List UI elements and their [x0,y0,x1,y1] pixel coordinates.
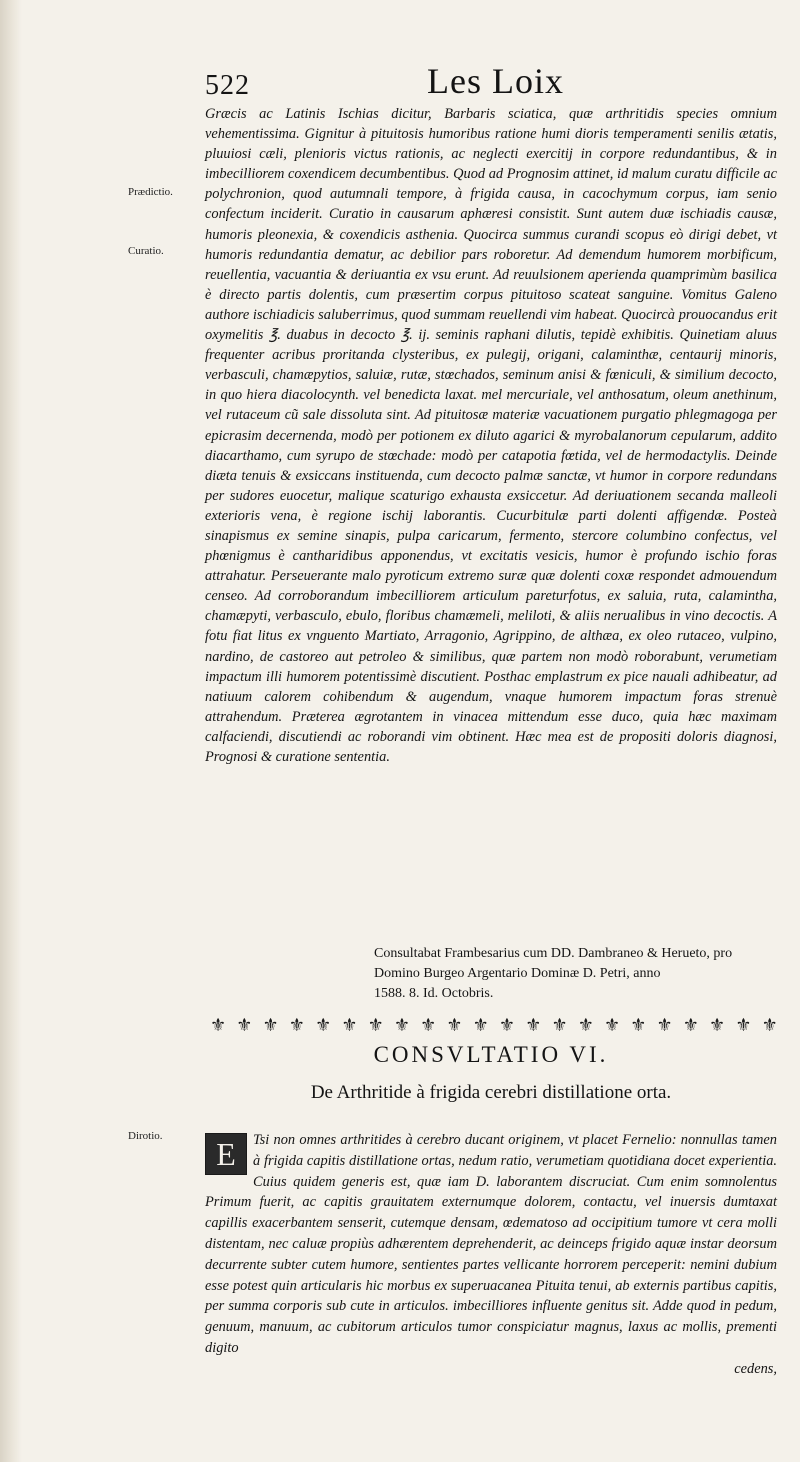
margin-note-curatio: Curatio. [128,245,164,257]
fleuron-icon: ⚜ [656,1014,673,1036]
fleuron-icon: ⚜ [210,1014,227,1036]
margin-note-diagnosis: Dirotio. [128,1130,163,1142]
section-title: CONSVLTATIO VI. [373,1042,609,1067]
page-number: 522 [205,70,250,101]
fleuron-icon: ⚜ [393,1014,410,1036]
section-paragraph [205,1130,777,1380]
fleuron-icon: ⚜ [682,1014,699,1036]
fleuron-icon: ⚜ [288,1014,305,1036]
catchword: cedens, [734,1360,777,1377]
main-paragraph-text: Græcis ac Latinis Ischias dicitur, Barbaris sciatica, quæ arthritidis species omnium vehementissima. Gignitur à pituitosis humoribus ratione humi dioris temperamenti senilis ætatis, pluuiosi cæli, plenioris victus rationis, ac neglecti exercitij in corpore redundantibus, & in imbecilliorem coxendicem decumbentibus. Quod ad Prognosim attinet, id malum curatu difficile ac polychronion, quod autumnali tempore, à frigida causa, in cacochymum corpus, iam senio confectum inciderit. Curatio in causarum aphæresi consistit. Sunt autem duæ ischiadis causæ, humoris pleonexia, & coxendicis asthenia. Quocirca summus curandi scopus eò dirigi debet, vt humoris redundantia dematur, ac debilior pars roboretur. Ad demendum humorem morbificum, reuellentia, vacuantia & deriuantia ex vsu erunt. Ad reuulsionem aperienda quamprimùm basilica è directo partis dolentis, cum præsertim corpus pituitoso scateat sanguine. Vomitus Galeno authore ischiadicis saluberrimus, quod summam reuellendi vim habeat. Quocircà prouocandus erit oxymelitis ℥. duabus in decocto ℥. ij. seminis raphani dilutis, tepidè exhibitis. Quinetiam aluus frequenter acribus proritanda clysteribus, ex pulegij, origani, calaminthæ, centaurij minoris, verbasculi, chamæpytios, saluiæ, rutæ, stœchados, seminum anisi & fœniculi, & similium decocto, in quo hiera diacolocynth. vel benedicta laxat. mel mercuriale, vel anthosatum, oleum anethinum, vel rutaceum cũ sale dissoluta sint. Ad pituitosæ materiæ vacuationem purgatio phlegmagoga per epicrasim decernenda, modò per potionem ex diluto agarici & myrobalanorum cepularum, addito diacarthamo, cum syrupo de stœchade: modò per catapotia fœtida, vel de hermodactylis. Deinde diæta tenuis & exsiccans instituenda, cum decocto palmæ sanctæ, vt humor in corpore redundans per sudores euocetur, malique scaturigo exhausta exsiccetur. Ad deriuationem secanda malleoli exterioris vena, è regione ischij laborantis. Cucurbitulæ parti dolenti affigendæ. Posteà sinapismus ex semine sinapis, pulpa caricarum, fermento, stercore columbino confectus, vel phœnigmus è cantharidibus apponendus, vt excitatis vesicis, humor è profundo ischio foras attrahatur. Perseuerante malo pyroticum extremo suræ quæ dolenti coxæ respondet admouendum censeo. Ad corroborandum imbecilliorem articulum pareturfotus, ex saluia, ruta, calamintha, chamæpyti, verbasculo, ebulo, floribus chamæmeli, meliloti, & aliis nerualibus in vino decoctis. A fotu fiat litus ex vnguento Martiato, Arragonio, Agrippino, de althæa, ex oleo rutaceo, vulpino, nardino, de castoreo aut petroleo & similibus, quæ partem non modò roborabunt, verumetiam impactum illi humorem potentissimè discutient. Posthac emplastrum ex pice nauali adhibeatur, ad natiuum calorem cohibendum & augendum, vnaque humorem impactum foras strenuè attrahendum. Præterea ægrotantem in vinacea mittendum esse duco, quia hæc maximam calfaciendi, discutiendi ac roborandi vim obtinent. Hæc mea est de propositi doloris diagnosi, Prognosi & curatione sententia. [205,106,777,765]
fleuron-icon: ⚜ [262,1014,279,1036]
fleuron-icon: ⚜ [341,1014,358,1036]
fleuron-icon: ⚜ [472,1014,489,1036]
fleuron-icon: ⚜ [420,1014,437,1036]
running-title: Les Loix [427,61,564,101]
signature-line-1: Consultabat Frambesarius cum DD. Dambraneo & Herueto, pro [374,946,733,961]
page-header [205,60,775,104]
signature-line-2: Domino Burgeo Argentario Dominæ D. Petri, anno [374,966,661,981]
fleuron-icon: ⚜ [367,1014,384,1036]
fleuron-icon: ⚜ [315,1014,332,1036]
page-gutter-shadow [0,0,22,1462]
fleuron-ornament-band [210,1012,778,1038]
fleuron-icon: ⚜ [525,1014,542,1036]
fleuron-icon: ⚜ [630,1014,647,1036]
fleuron-icon: ⚜ [236,1014,253,1036]
fleuron-icon: ⚜ [446,1014,463,1036]
fleuron-icon: ⚜ [735,1014,752,1036]
consultation-signature [374,944,779,1004]
fleuron-icon: ⚜ [551,1014,568,1036]
fleuron-icon: ⚜ [577,1014,594,1036]
main-paragraph [205,104,777,767]
fleuron-icon: ⚜ [498,1014,516,1036]
section-subtitle: De Arthritide à frigida cerebri distillatione orta. [310,1082,672,1103]
signature-line-3: 1588. 8. Id. Octobris. [374,986,494,1001]
drop-cap-initial: E [205,1133,247,1175]
fleuron-icon: ⚜ [603,1014,621,1036]
fleuron-icon: ⚜ [761,1014,778,1036]
section-paragraph-text: Tsi non omnes arthritides à cerebro ducant originem, vt placet Fernelio: nonnullas tamen à frigida capitis distillatione ortas, nedum ratio, verumetiam quotidiana docet experientia. Cuius quidem generis est, quæ iam D. laborantem discruciat. Cum enim somnolentus Primum fuerit, ac capitis grauitatem externumque dolorem, contactu, vel inuersis dumtaxat capillis exacerbantem senserit, cutemque densam, œdematoso ad occipitium tumore vt cera molli distentam, nec caluæ propiùs adhærentem deprehenderit, ac deinceps frigido aquæ instar deorsum decurrente subter cutem humore, sentientes partes vellicante horrorem perceperit: nemini dubium esse potest quin articularis hic morbus ex superuacanea Pituita tenui, ab externis partibus capitis, per summa corporis sub cute in articulos. imbecilliores influente genitus sit. Adde quod in pedum, genuum, manuum, ac cubitorum articulos tumor conspiciatur magnus, laxus ac mollis, prementi digito [205,1132,777,1356]
margin-note-praedictio: Prædictio. [128,186,173,198]
fleuron-icon: ⚜ [709,1014,726,1036]
